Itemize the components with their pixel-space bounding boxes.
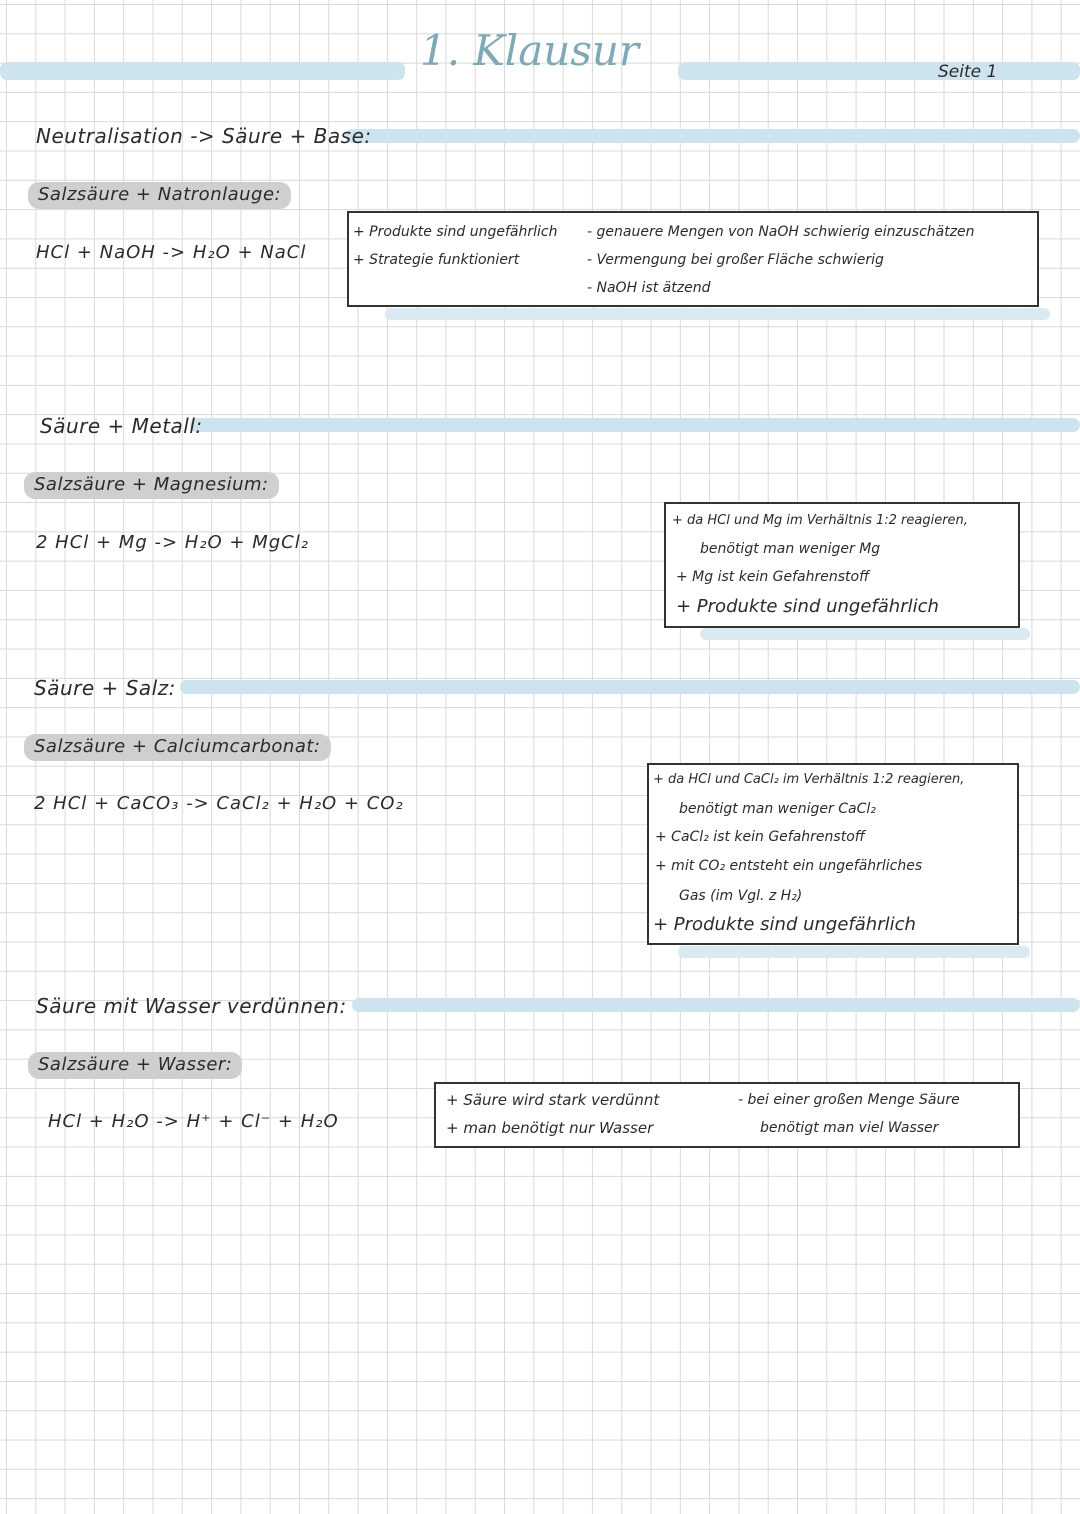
section-3-equation: 2 HCl + CaCO₃ -> CaCl₂ + H₂O + CO₂ xyxy=(34,793,404,814)
section-1-con-2: - Vermengung bei großer Fläche schwierig xyxy=(587,252,884,268)
section-4-pro-1: + Säure wird stark verdünnt xyxy=(446,1091,660,1109)
section-1-pro-2: + Strategie funktioniert xyxy=(353,252,520,268)
section-4-equation: HCl + H₂O -> H⁺ + Cl⁻ + H₂O xyxy=(48,1111,339,1132)
section-2-box-shadow xyxy=(700,628,1030,640)
section-3-box-shadow xyxy=(678,946,1030,958)
section-3-pro-1-cont: benötigt man weniger CaCl₂ xyxy=(679,801,876,817)
page-number: Seite 1 xyxy=(938,62,998,82)
section-4-highlight xyxy=(352,998,1080,1012)
section-1-box-shadow xyxy=(385,308,1050,320)
section-3-pro-3: + mit CO₂ entsteht ein ungefährliches xyxy=(655,858,923,874)
section-1-example-label: Salzsäure + Natronlauge: xyxy=(28,182,291,209)
section-3-pro-1: + da HCl und CaCl₂ im Verhältnis 1:2 reagieren, xyxy=(653,772,965,787)
header-highlight-right xyxy=(678,62,1080,80)
section-4-con-1-cont: benötigt man viel Wasser xyxy=(760,1120,939,1136)
section-1-heading: Neutralisation -> Säure + Base: xyxy=(36,124,372,148)
section-1-equation: HCl + NaOH -> H₂O + NaCl xyxy=(36,242,307,263)
section-4-example-label: Salzsäure + Wasser: xyxy=(28,1052,242,1079)
section-2-example-label: Salzsäure + Magnesium: xyxy=(24,472,279,499)
section-4-pro-2: + man benötigt nur Wasser xyxy=(446,1119,654,1137)
header-highlight-left xyxy=(0,62,405,80)
section-4-evaluation-box xyxy=(434,1082,1020,1148)
section-1-highlight xyxy=(345,129,1080,143)
section-1-con-3: - NaOH ist ätzend xyxy=(587,280,711,296)
section-3-example-label: Salzsäure + Calciumcarbonat: xyxy=(24,734,331,761)
page-title: 1. Klausur xyxy=(420,26,640,75)
section-2-pro-1: + da HCl und Mg im Verhältnis 1:2 reagieren, xyxy=(672,513,968,528)
section-4-con-1: - bei einer großen Menge Säure xyxy=(738,1092,960,1108)
section-4-heading: Säure mit Wasser verdünnen: xyxy=(36,994,347,1018)
section-2-evaluation-box xyxy=(664,502,1020,628)
section-2-pro-2: + Mg ist kein Gefahrenstoff xyxy=(676,569,870,585)
section-3-pro-3-cont: Gas (im Vgl. z H₂) xyxy=(679,888,803,904)
section-2-pro-1-cont: benötigt man weniger Mg xyxy=(700,541,881,557)
section-3-evaluation-box xyxy=(647,763,1019,945)
section-2-highlight xyxy=(190,418,1080,432)
section-1-pro-1: + Produkte sind ungefährlich xyxy=(353,224,558,240)
section-3-highlight xyxy=(180,680,1080,694)
section-3-pro-2: + CaCl₂ ist kein Gefahrenstoff xyxy=(655,829,865,845)
section-2-pro-3: + Produkte sind ungefährlich xyxy=(676,596,939,617)
section-1-con-1: - genauere Mengen von NaOH schwierig einzuschätzen xyxy=(587,224,975,240)
section-2-equation: 2 HCl + Mg -> H₂O + MgCl₂ xyxy=(36,532,309,553)
section-2-heading: Säure + Metall: xyxy=(40,414,203,438)
section-3-heading: Säure + Salz: xyxy=(34,676,176,700)
section-1-evaluation-box xyxy=(347,211,1039,307)
section-3-pro-4: + Produkte sind ungefährlich xyxy=(653,914,916,935)
